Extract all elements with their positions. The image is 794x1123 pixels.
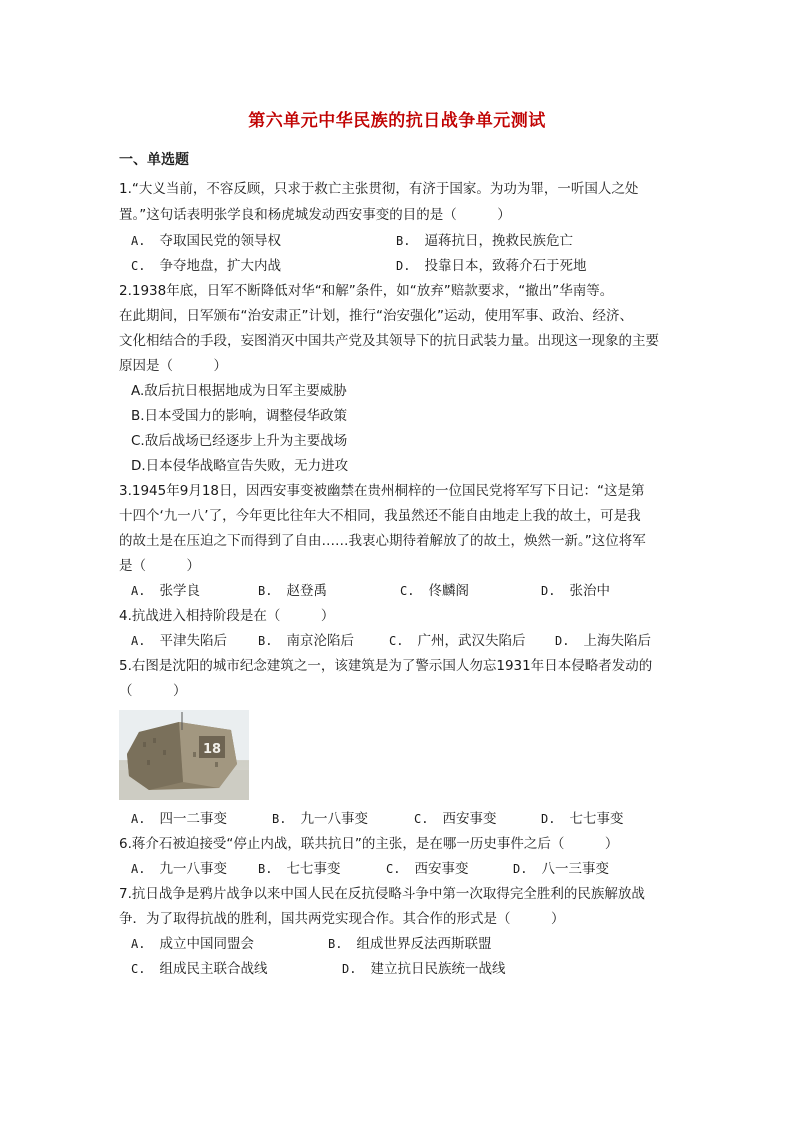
q1-option-a: A. 夺取国民党的领导权 bbox=[131, 233, 281, 249]
q6-option-a: A. 九一八事变 bbox=[131, 861, 227, 877]
document-title: 第六单元中华民族的抗日战争单元测试 bbox=[248, 111, 546, 131]
q5-option-c: C. 西安事变 bbox=[414, 811, 497, 827]
section-heading: 一、单选题 bbox=[119, 152, 189, 168]
memorial-photo bbox=[119, 710, 249, 800]
q3-option-b: B. 赵登禹 bbox=[258, 583, 327, 599]
memorial-number: 18 bbox=[202, 742, 222, 757]
q5-option-d: D. 七七事变 bbox=[541, 811, 624, 827]
q5-option-b: B. 九一八事变 bbox=[272, 811, 368, 827]
q1-option-b: B. 逼蒋抗日，挽救民族危亡 bbox=[396, 233, 573, 249]
q4-option-d: D. 上海失陷后 bbox=[555, 633, 651, 649]
q6-line-1: 6.蒋介石被迫接受“停止内战，联共抗日”的主张，是在哪一历史事件之后（ ） bbox=[119, 836, 619, 852]
q1-option-d: D. 投靠日本，致蒋介石于死地 bbox=[396, 258, 587, 274]
q4-line-1: 4.抗战进入相持阶段是在（ ） bbox=[119, 608, 335, 624]
q1-line-1: 1.“大义当前，不容反顾，只求于救亡主张贯彻，有济于国家。为功为罪，一听国人之处 bbox=[119, 181, 639, 197]
q5-option-a: A. 四一二事变 bbox=[131, 811, 227, 827]
q2-option-c: C.敌后战场已经逐步上升为主要战场 bbox=[131, 433, 348, 449]
q1-option-c: C. 争夺地盘，扩大内战 bbox=[131, 258, 281, 274]
q7-option-b: B. 组成世界反法西斯联盟 bbox=[328, 936, 492, 952]
q2-option-a: A.敌后抗日根据地成为日军主要威胁 bbox=[131, 383, 347, 399]
q7-option-a: A. 成立中国同盟会 bbox=[131, 936, 254, 952]
q2-option-d: D.日本侵华战略宣告失败，无力进攻 bbox=[131, 458, 349, 474]
q5-line-2: （ ） bbox=[119, 683, 187, 699]
memorial-photo-drawing bbox=[119, 710, 249, 800]
q3-line-2: 十四个‘九一八’了，今年更比往年大不相同，我虽然还不能自由地走上我的故土，可是我 bbox=[119, 508, 641, 524]
q7-line-2: 争．为了取得抗战的胜利，国共两党实现合作。其合作的形式是（ ） bbox=[119, 911, 565, 927]
q3-option-d: D. 张治中 bbox=[541, 583, 610, 599]
q2-line-1: 2.1938年底，日军不断降低对华“和解”条件，如“放弃”赔款要求，“撤出”华南等。 bbox=[119, 283, 614, 299]
q1-line-2: 置。”这句话表明张学良和杨虎城发动西安事变的目的是（ ） bbox=[119, 207, 511, 223]
q3-option-a: A. 张学良 bbox=[131, 583, 200, 599]
q3-option-c: C. 佟麟阁 bbox=[400, 583, 469, 599]
q4-option-c: C. 广州，武汉失陷后 bbox=[389, 633, 526, 649]
q4-option-b: B. 南京沦陷后 bbox=[258, 633, 354, 649]
q2-line-3: 文化相结合的手段，妄图消灭中国共产党及其领导下的抗日武装力量。出现这一现象的主要 bbox=[119, 333, 659, 349]
q5-line-1: 5.右图是沈阳的城市纪念建筑之一，该建筑是为了警示国人勿忘1931年日本侵略者发动的 bbox=[119, 658, 653, 674]
q3-line-4: 是（ ） bbox=[119, 558, 200, 574]
q4-option-a: A. 平津失陷后 bbox=[131, 633, 227, 649]
q7-option-c: C. 组成民主联合战线 bbox=[131, 961, 268, 977]
q3-line-3: 的故土是在压迫之下而得到了自由……我衷心期待着解放了的故土，焕然一新。”这位将军 bbox=[119, 533, 646, 549]
q2-line-4: 原因是（ ） bbox=[119, 358, 227, 374]
q7-line-1: 7.抗日战争是鸦片战争以来中国人民在反抗侵略斗争中第一次取得完全胜利的民族解放战 bbox=[119, 886, 645, 902]
q6-option-d: D. 八一三事变 bbox=[513, 861, 609, 877]
q2-line-2: 在此期间，日军颁布“治安肃正”计划，推行“治安强化”运动，使用军事、政治、经济、 bbox=[119, 308, 633, 324]
q2-option-b: B.日本受国力的影响，调整侵华政策 bbox=[131, 408, 348, 424]
q7-option-d: D. 建立抗日民族统一战线 bbox=[342, 961, 506, 977]
q3-line-1: 3.1945年9月18日，因西安事变被幽禁在贵州桐梓的一位国民党将军写下日记：“这是第 bbox=[119, 483, 645, 499]
q6-option-c: C. 西安事变 bbox=[386, 861, 469, 877]
q6-option-b: B. 七七事变 bbox=[258, 861, 341, 877]
